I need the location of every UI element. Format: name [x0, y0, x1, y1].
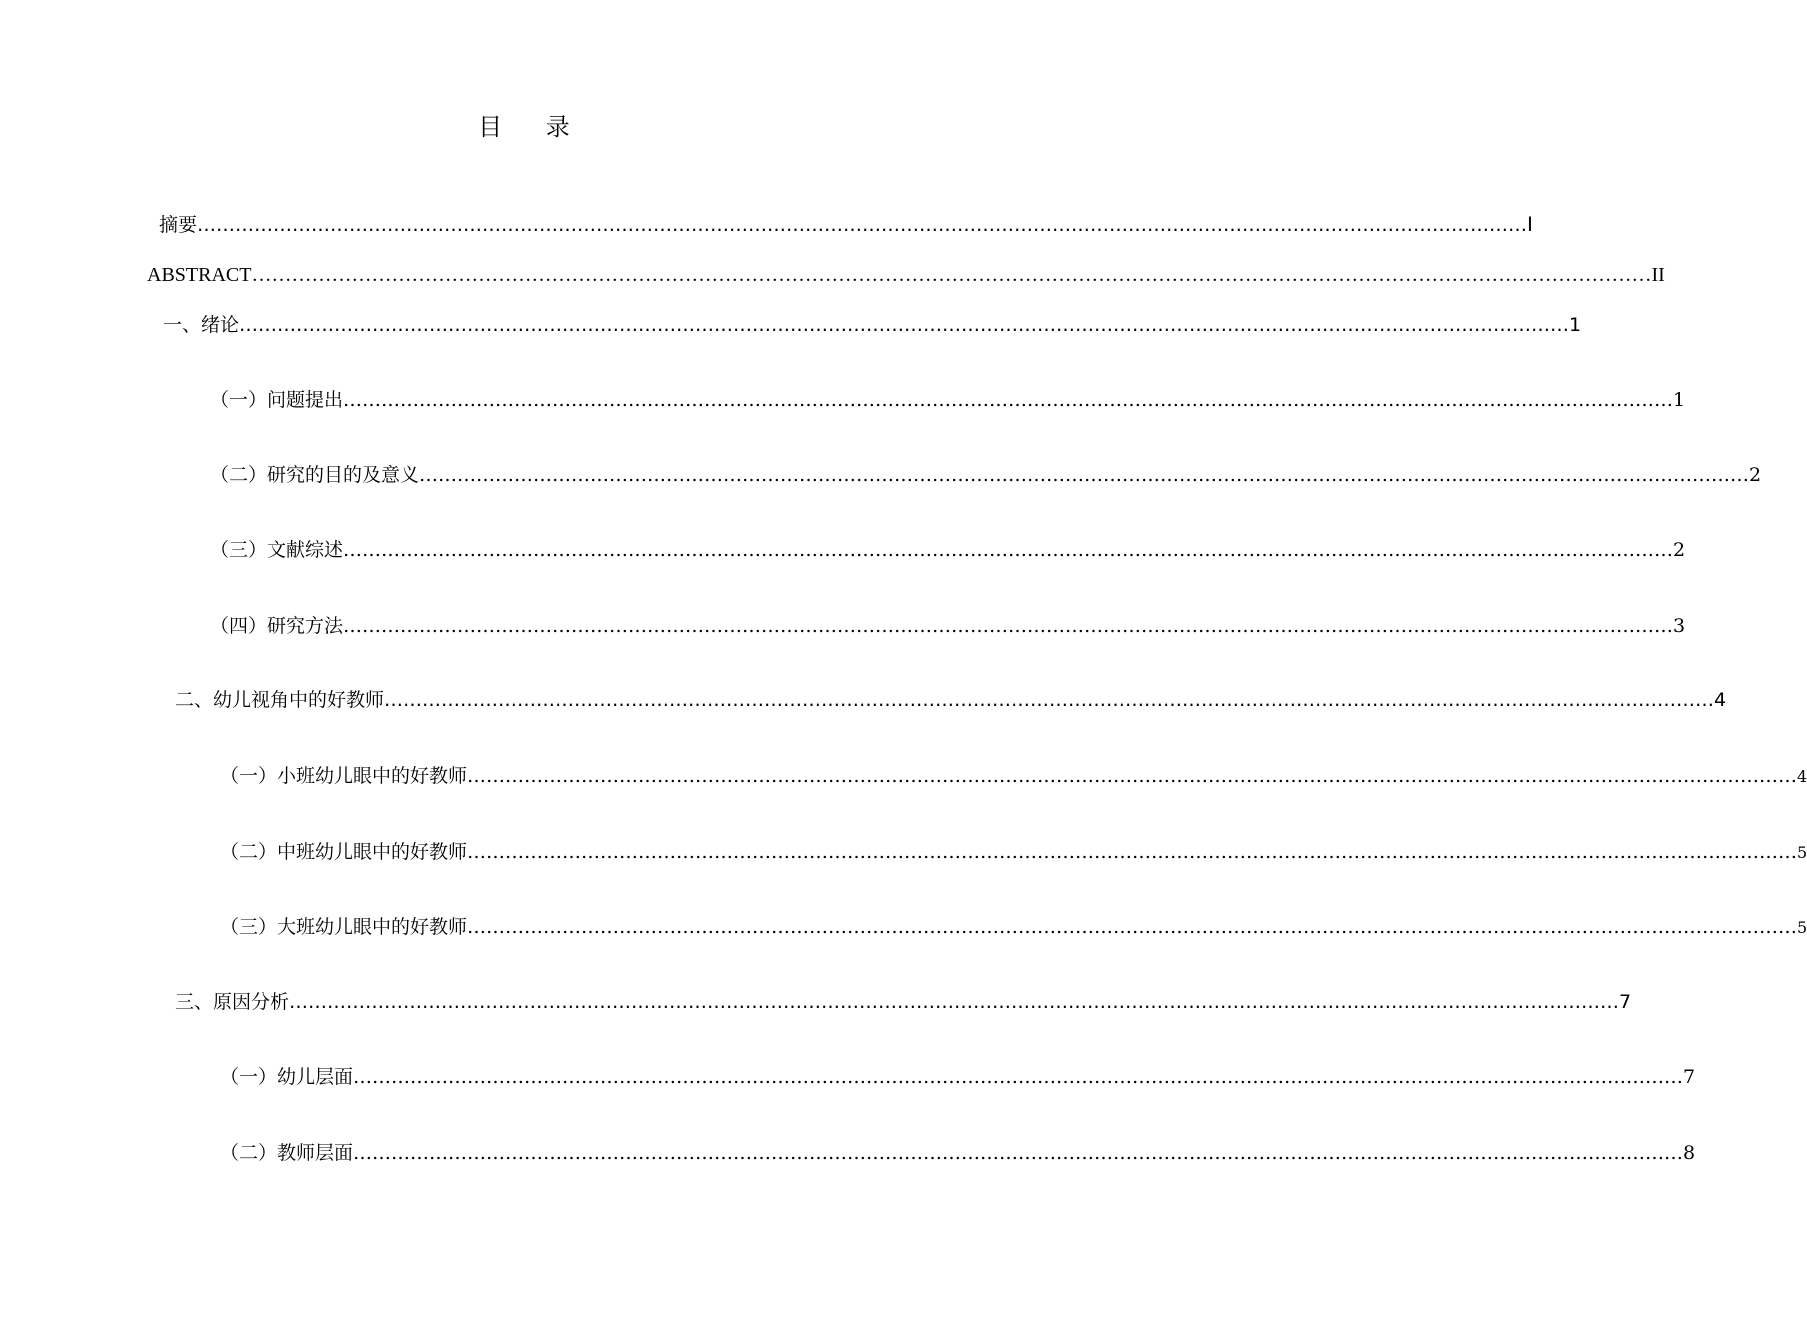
toc-entry-text: （二）研究的目的及意义	[210, 464, 420, 486]
toc-entry-page: 5	[1797, 918, 1807, 937]
toc-entry-page: 1	[1673, 389, 1686, 411]
toc-leader: …………………………………………………………………………………………………………………………………………………………………………………………	[343, 615, 1674, 637]
toc-entry-2-2[interactable]	[220, 837, 1807, 867]
toc-entry-1-4[interactable]	[210, 611, 1686, 641]
toc-entry-text: 二、幼儿视角中的好教师	[175, 689, 385, 711]
toc-leader: …………………………………………………………………………………………………………………………………………………………………………………………	[384, 689, 1715, 711]
toc-leader: …………………………………………………………………………………………………………………………………………………………………………………………	[353, 1142, 1684, 1164]
toc-entry-text: 一、绪论	[163, 314, 240, 336]
toc-entry-text: （三）大班幼儿眼中的好教师	[220, 916, 468, 938]
toc-entry-text: ABSTRACT	[147, 264, 252, 286]
toc-entry-page: 5	[1797, 843, 1807, 862]
toc-entry-page: Ⅰ	[1527, 214, 1533, 236]
toc-entry-page: 2	[1673, 539, 1686, 561]
toc-entry-1-1[interactable]	[210, 385, 1686, 415]
toc-entry-text: （二）中班幼儿眼中的好教师	[220, 841, 468, 863]
toc-entry-page: 2	[1749, 464, 1762, 486]
toc-entry-page: 7	[1683, 1066, 1696, 1088]
toc-entry-text: 摘要	[159, 214, 198, 236]
toc-leader: …………………………………………………………………………………………………………………………………………………………………………………………	[467, 765, 1798, 787]
toc-leader: …………………………………………………………………………………………………………………………………………………………………………………………	[239, 314, 1570, 336]
toc-entry-chapter-1[interactable]	[163, 310, 1582, 340]
toc-entry-text: （一）问题提出	[210, 389, 344, 411]
toc-entry-page: 4	[1797, 767, 1807, 786]
toc-entry-page: 4	[1714, 689, 1727, 711]
toc-entry-chapter-3[interactable]	[175, 987, 1632, 1017]
toc-leader: …………………………………………………………………………………………………………………………………………………………………………………………	[467, 916, 1798, 938]
toc-leader: …………………………………………………………………………………………………………………………………………………………………………………………	[197, 214, 1528, 236]
toc-leader: …………………………………………………………………………………………………………………………………………………………………………………………	[289, 991, 1620, 1013]
toc-entry-text: （一）小班幼儿眼中的好教师	[220, 765, 468, 787]
toc-entry-text: （二）教师层面	[220, 1142, 354, 1164]
toc-leader: …………………………………………………………………………………………………………………………………………………………………………………………	[419, 464, 1750, 486]
toc-entry-3-1[interactable]	[220, 1062, 1696, 1092]
toc-leader: …………………………………………………………………………………………………………………………………………………………………………………………	[353, 1066, 1684, 1088]
toc-entry-text: （四）研究方法	[210, 615, 344, 637]
toc-entry-page: 1	[1569, 314, 1582, 336]
toc-entry-3-2[interactable]	[220, 1138, 1696, 1168]
toc-entry-abstract-en[interactable]	[147, 260, 1665, 290]
toc-entry-1-2[interactable]	[210, 460, 1762, 490]
toc-entry-abstract-cn[interactable]	[159, 210, 1533, 240]
toc-entry-text: （三）文献综述	[210, 539, 344, 561]
toc-entry-page: 7	[1619, 991, 1632, 1013]
toc-leader: …………………………………………………………………………………………………………………………………………………………………………………………	[467, 841, 1798, 863]
toc-entry-page: 3	[1673, 615, 1686, 637]
toc-leader: …………………………………………………………………………………………………………………………………………………………………………………………	[251, 264, 1652, 286]
toc-leader: …………………………………………………………………………………………………………………………………………………………………………………………	[343, 389, 1674, 411]
toc-title: 目 录	[478, 113, 588, 141]
toc-entry-text: （一）幼儿层面	[220, 1066, 354, 1088]
toc-entry-page: 8	[1683, 1142, 1696, 1164]
toc-entry-2-1[interactable]	[220, 761, 1807, 791]
toc-leader: …………………………………………………………………………………………………………………………………………………………………………………………	[343, 539, 1674, 561]
toc-entry-page: II	[1651, 264, 1665, 286]
toc-entry-2-3[interactable]	[220, 912, 1807, 942]
toc-entry-chapter-2[interactable]	[175, 685, 1727, 715]
toc-entry-text: 三、原因分析	[175, 991, 290, 1013]
toc-entry-1-3[interactable]	[210, 535, 1686, 565]
